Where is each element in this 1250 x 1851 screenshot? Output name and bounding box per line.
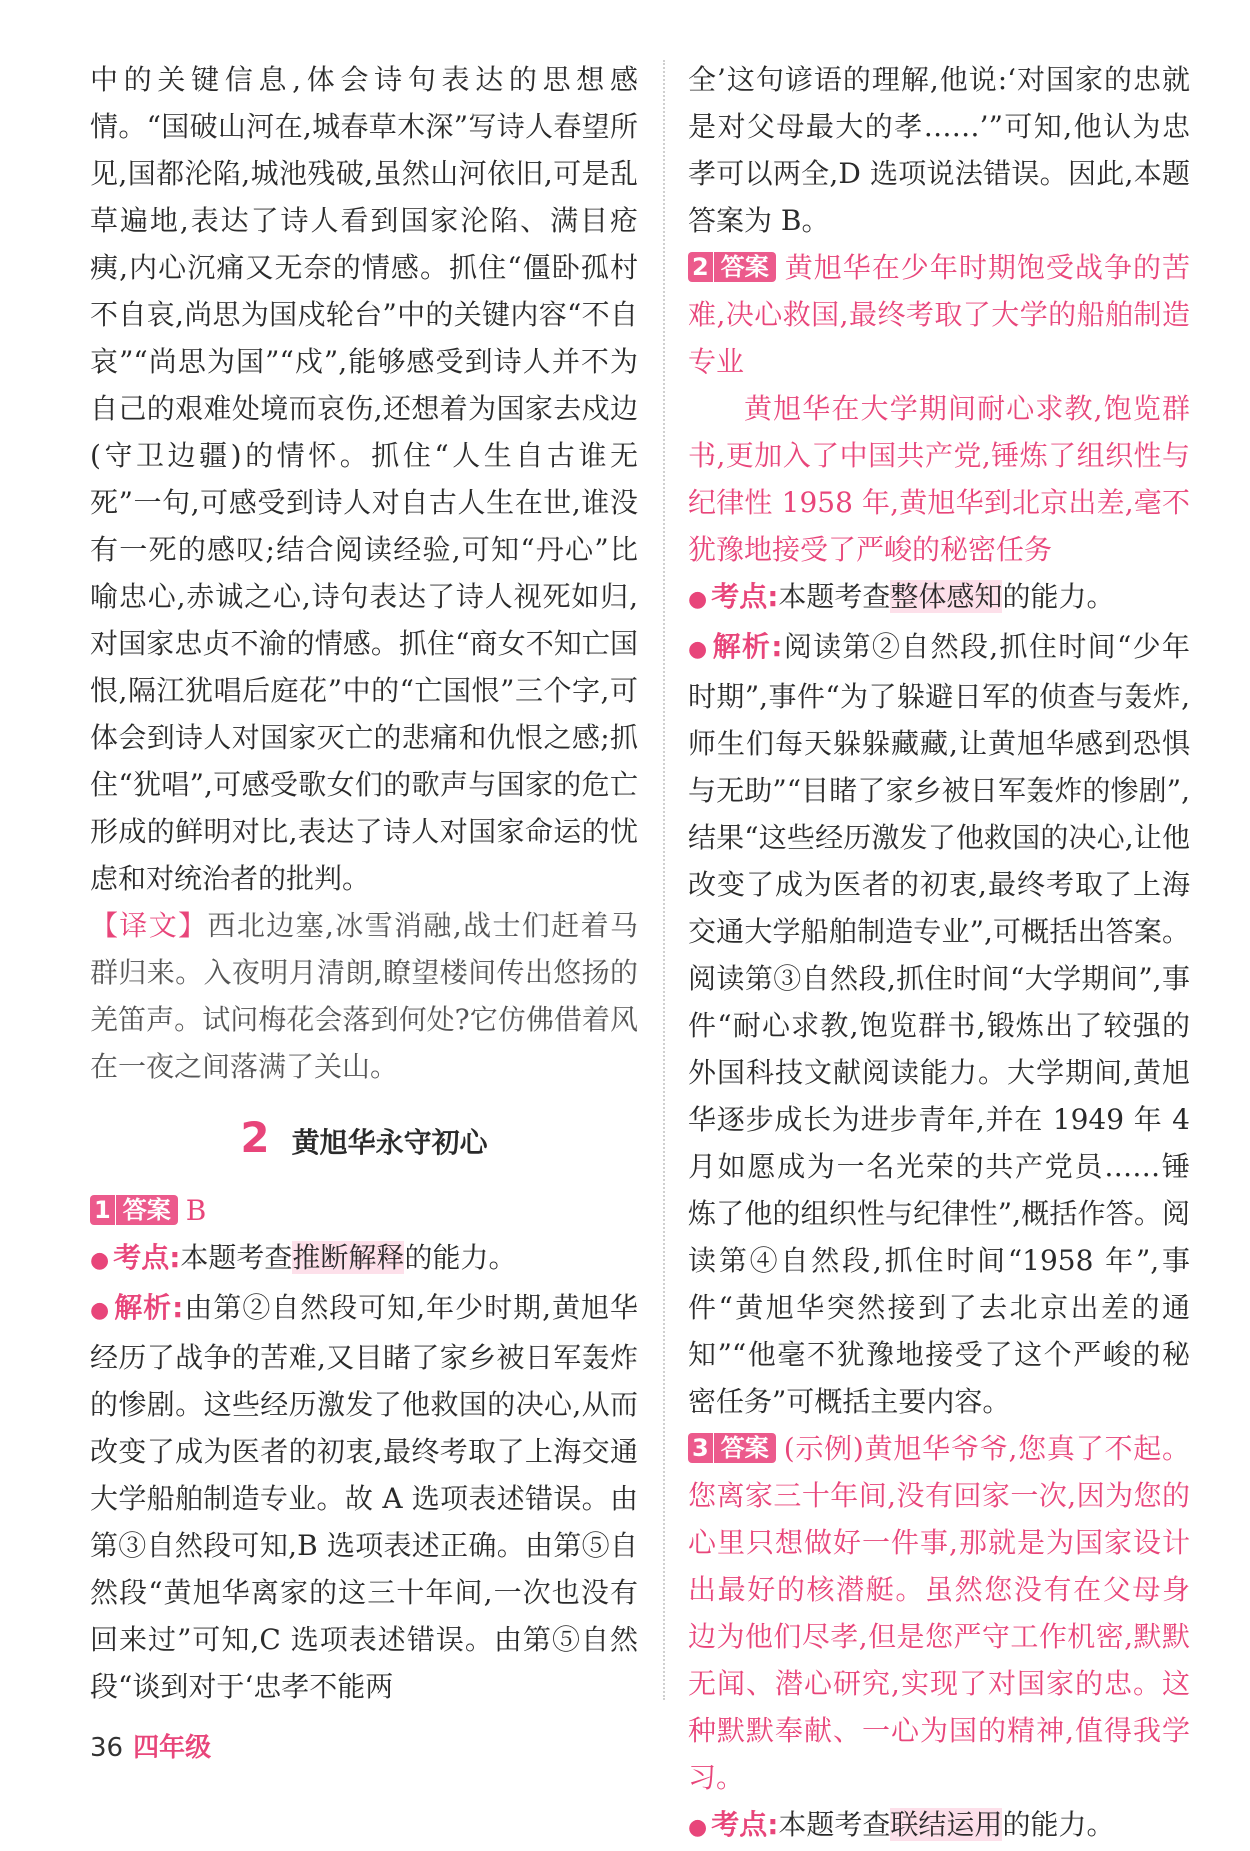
q3-kaodian [688, 1801, 1190, 1851]
q1-jiexi-continued: 全’这句谚语的理解,他说:‘对国家的忠就是对父母最大的孝……’”可知,他认为忠孝可以两全,D 选项说法错误。因此,本题答案为 B。 [688, 63, 1190, 237]
kaodian-highlight: 联结运用 [890, 1808, 1003, 1841]
q1-answer: B [185, 1194, 207, 1227]
q2-number-badge: 2 [688, 252, 713, 282]
q2-jiexi [688, 623, 1190, 1425]
kaodian-text-end: 的能力。 [404, 1241, 517, 1274]
q1-answer-tag: 答案 [116, 1195, 178, 1225]
jiexi-label: 解析: [712, 630, 783, 663]
q2-answer-part2: 黄旭华在大学期间耐心求教,饱览群书,更加入了中国共产党,锤炼了组织性与纪律性 1958 年,黄旭华到北京出差,毫不犹豫地接受了严峻的秘密任务 [688, 392, 1190, 566]
section-heading [90, 1108, 638, 1173]
kaodian-label: 考点: [711, 580, 779, 613]
q3-answer-line [688, 1425, 1190, 1801]
kaodian-text: 本题考查 [778, 1808, 891, 1841]
q2-answer-tag: 答案 [714, 252, 776, 282]
q2-answer-part1: 黄旭华在少年时期饱受战争的苦难,决心救国,最终考取了大学的船舶制造专业 [688, 251, 1190, 378]
bullet-icon: ● [688, 1815, 708, 1840]
kaodian-text: 本题考查 [180, 1241, 293, 1274]
q1-jiexi-text: 由第②自然段可知,年少时期,黄旭华经历了战争的苦难,又目睹了家乡被日军轰炸的惨剧。这些经历激发了他救国的决心,从而改变了成为医者的初衷,最终考取了上海交通大学船舶制造专业。故 A 选项表述错误。由第③自然段可知,B 选项表述正确。由第⑤自然段“黄旭华离家的这三十年间,一次也没有回来过”可知,C 选项表述错误。由第⑤自然段“谈到对于‘忠孝不能两 [90, 1291, 638, 1703]
q2-answer-line [688, 244, 1190, 385]
kaodian-highlight: 推断解释 [292, 1241, 405, 1274]
q3-number-badge: 3 [688, 1433, 713, 1463]
poem-analysis-paragraph: 中的关键信息,体会诗句表达的思想感情。“国破山河在,城春草木深”写诗人春望所见,国都沦陷,城池残破,虽然山河依旧,可是乱草遍地,表达了诗人看到国家沦陷、满目疮痍,内心沉痛又无奈的情感。抓住“僵卧孤村不自哀,尚思为国戍轮台”中的关键内容“不自哀”“尚思为国”“戍”,能够感受到诗人并不为自己的艰难处境而哀伤,还想着为国家去戍边(守卫边疆)的情怀。抓住“人生自古谁无死”一句,可感受到诗人对自古人生在世,谁没有一死的感叹;结合阅读经验,可知“丹心”比喻忠心,赤诚之心,诗句表达了诗人视死如归,对国家忠贞不渝的情感。抓住“商女不知亡国恨,隔江犹唱后庭花”中的“亡国恨”三个字,可体会到诗人对国家灭亡的悲痛和仇恨之感;抓住“犹唱”,可感受歌女们的歌声与国家的危亡形成的鲜明对比,表达了诗人对国家命运的忧虑和对统治者的批判。 [90, 63, 638, 895]
page-footer [90, 1730, 211, 1766]
kaodian-text-end: 的能力。 [1002, 580, 1115, 613]
column-divider [663, 60, 665, 1700]
section-title: 黄旭华永守初心 [291, 1126, 488, 1159]
q2-kaodian [688, 573, 1190, 623]
q2-jiexi-text: 阅读第②自然段,抓住时间“少年时期”,事件“为了躲避日军的侦查与轰炸,师生们每天躲躲藏藏,让黄旭华感到恐惧与无助”“目睹了家乡被日军轰炸的惨剧”,结果“这些经历激发了他救国的决心,让他改变了成为医者的初衷,最终考取了上海交通大学船舶制造专业”,可概括出答案。阅读第③自然段,抓住时间“大学期间”,事件“耐心求教,饱览群书,锻炼出了较强的外国科技文献阅读能力。大学期间,黄旭华逐步成长为进步青年,并在 1949 年 4 月如愿成为一名光荣的共产党员……锤炼了他的组织性与纪律性”,概括作答。阅读第④自然段,抓住时间“1958 年”,事件“黄旭华突然接到了去北京出差的通知”“他毫不犹豫地接受了这个严峻的秘密任务”可概括主要内容。 [688, 630, 1190, 1418]
kaodian-text-end: 的能力。 [1002, 1808, 1115, 1841]
q1-number-badge: 1 [90, 1195, 115, 1225]
q1-answer-line [90, 1187, 638, 1234]
q1-kaodian [90, 1234, 638, 1284]
bullet-icon: ● [688, 637, 709, 662]
grade-label: 四年级 [133, 1733, 212, 1763]
translation-tag: 【译文】 [90, 909, 208, 942]
bullet-icon: ● [90, 1298, 111, 1323]
section-number: 2 [240, 1113, 270, 1162]
right-column [688, 56, 1190, 1851]
translation-text: 西北边塞,冰雪消融,战士们赶着马群归来。入夜明月清朗,瞭望楼间传出悠扬的羌笛声。试问梅花会落到何处?它仿佛借着风在一夜之间落满了关山。 [90, 909, 638, 1083]
bullet-icon: ● [90, 1248, 110, 1273]
kaodian-label: 考点: [113, 1241, 181, 1274]
left-column [90, 56, 638, 1710]
q3-answer: (示例)黄旭华爷爷,您真了不起。您离家三十年间,没有回家一次,因为您的心里只想做好一件事,那就是为国家设计出最好的核潜艇。虽然您没有在父母身边为他们尽孝,但是您严守工作机密,默默无闻、潜心研究,实现了对国家的忠。这种默默奉献、一心为国的精神,值得我学习。 [688, 1432, 1190, 1794]
q3-answer-tag: 答案 [714, 1433, 776, 1463]
bullet-icon: ● [688, 587, 708, 612]
jiexi-label: 解析: [114, 1291, 184, 1324]
translation-block [90, 902, 638, 1090]
kaodian-text: 本题考查 [778, 580, 891, 613]
kaodian-label: 考点: [711, 1808, 779, 1841]
page-number: 36 [90, 1733, 124, 1763]
q1-jiexi [90, 1284, 638, 1710]
kaodian-highlight: 整体感知 [890, 580, 1003, 613]
